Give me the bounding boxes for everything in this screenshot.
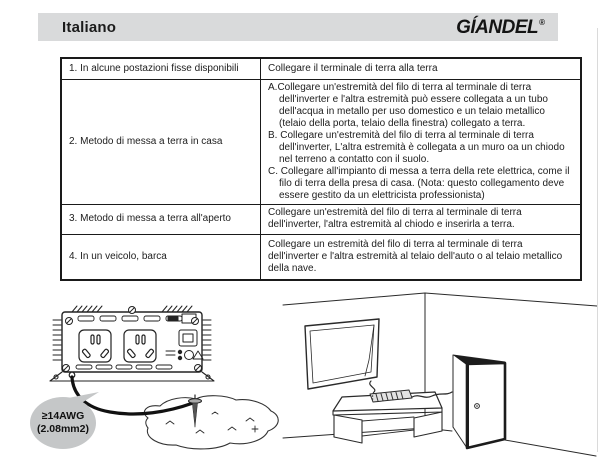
page-title: Italiano xyxy=(62,18,117,36)
table-row xyxy=(61,58,581,79)
floor-line-right xyxy=(505,440,596,456)
table-row xyxy=(61,204,581,234)
ground-patch xyxy=(144,396,278,449)
header-bar xyxy=(38,13,558,41)
description-cell: Collegare un'estremità del filo di terra al terminale di terra dell'inverter, l'altra estremità al chiodo e inserirla a terra. xyxy=(261,204,582,234)
method-cell: 2. Metodo di messa a terra in casa xyxy=(61,79,261,204)
description-cell: Collegare il terminale di terra alla terra xyxy=(261,58,582,79)
inverter-front-view xyxy=(50,306,214,381)
wire-gauge-line1: ≥14AWG xyxy=(41,410,85,422)
wire-gauge-badge xyxy=(30,397,96,449)
method-cell: 4. In un veicolo, barca xyxy=(61,234,261,280)
ceiling-lines xyxy=(283,293,597,306)
wire-gauge-line2: (2.08mm2) xyxy=(37,423,89,435)
brand-text: GÍANDEL xyxy=(456,17,539,38)
ac-outlet xyxy=(79,330,111,362)
wall-tv xyxy=(305,319,379,389)
method-cell: 1. In alcune postazioni fisse disponibili xyxy=(61,58,261,79)
grounding-methods-table xyxy=(60,57,582,281)
giandel-logo xyxy=(456,17,544,39)
table-row xyxy=(61,79,581,204)
method-cell: 3. Metodo di messa a terra all'aperto xyxy=(61,204,261,234)
description-cell: A.Collegare un'estremità del filo di terra al terminale di terra dell'inverter e l'altra estremità può essere collegata a un tubo dell'acqua in metallo per uso domestico e un telaio metallico (telaio della porta, telaio della finestra) collegato a terra. B. Collegare un'estremità del filo di terra al terminale di terra dell'inverter, L'altra estremità è collegata a un muro oa un chiodo nel terreno a contatto con il suolo. C. Collegare all'impianto di messa a terra della rete elettrica, come il filo di terra della presa di casa. (Nota: questo collegamento deve essere gestito da un elettricista professionista) xyxy=(261,79,582,204)
room-illustration xyxy=(283,293,597,456)
registered-trademark-icon: ® xyxy=(539,18,545,27)
page-edge-line xyxy=(597,28,598,452)
ac-outlet xyxy=(124,330,156,362)
description-cell: Collegare un estremità del filo di terra al terminale di terra dell'inverter e l'altra estremità al telaio dell'auto o al telaio metallico della nave. xyxy=(261,234,582,280)
table-row xyxy=(61,234,581,280)
door xyxy=(467,363,505,448)
